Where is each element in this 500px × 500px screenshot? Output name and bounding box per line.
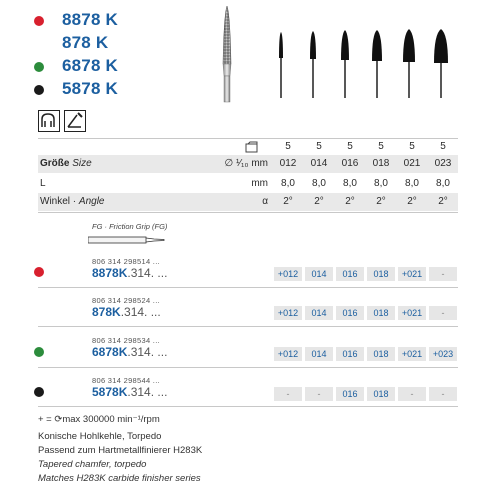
length-value: 8,0	[343, 178, 357, 189]
angle-unit: α	[262, 196, 268, 207]
size-value: 023	[434, 158, 452, 169]
size-unit: ∅ ¹⁄₁₀ mm	[224, 158, 268, 169]
color-dot-red	[34, 267, 44, 277]
divider	[38, 287, 458, 288]
angle-value: 2°	[314, 196, 324, 207]
pack-size: 5	[347, 141, 353, 152]
order-code: 806 314 298524 ...	[92, 296, 160, 305]
size-availability: 018	[367, 347, 395, 361]
angle-value: 2°	[283, 196, 293, 207]
divider	[38, 326, 458, 327]
size-value: 016	[341, 158, 359, 169]
pack-count-icon	[245, 140, 259, 152]
description-en: Matches H283K carbide finisher series	[38, 473, 201, 484]
pack-size: 5	[378, 141, 384, 152]
size-value: 014	[310, 158, 328, 169]
angle-value: 2°	[376, 196, 386, 207]
length-value: 8,0	[281, 178, 295, 189]
length-label: L	[40, 178, 46, 189]
shank-label: FG · Friction Grip (FG)	[92, 222, 168, 231]
length-unit: mm	[251, 178, 268, 189]
color-dot-green	[34, 62, 44, 72]
pack-size: 5	[316, 141, 322, 152]
size-availability: -	[429, 267, 457, 281]
description-de: Konische Hohlkehle, Torpedo	[38, 431, 162, 442]
model-name: 6878 K	[62, 56, 119, 75]
size-availability: +023	[429, 347, 457, 361]
product-ref: 8878K.314. ...	[92, 266, 168, 280]
model-name: 5878 K	[62, 79, 119, 98]
size-availability: 014	[305, 347, 333, 361]
description-de: Passend zum Hartmetallfinierer H283K	[38, 445, 203, 456]
size-availability: +021	[398, 267, 426, 281]
model-name: 8878 K	[62, 10, 119, 29]
size-value: 021	[403, 158, 421, 169]
size-availability: -	[429, 387, 457, 401]
order-code: 806 314 298534 ...	[92, 336, 160, 345]
product-ref: 5878K.314. ...	[92, 385, 168, 399]
size-availability: 016	[336, 306, 364, 320]
length-value: 8,0	[405, 178, 419, 189]
pack-size: 5	[285, 141, 291, 152]
divider	[38, 367, 458, 368]
length-value: 8,0	[374, 178, 388, 189]
order-code: 806 314 298544 ...	[92, 376, 160, 385]
size-value: 012	[279, 158, 297, 169]
pack-size: 5	[440, 141, 446, 152]
color-dot-green	[34, 347, 44, 357]
size-availability: +012	[274, 347, 302, 361]
color-dot-red	[34, 16, 44, 26]
size-availability: +021	[398, 347, 426, 361]
angle-value: 2°	[407, 196, 417, 207]
size-availability: +021	[398, 306, 426, 320]
size-availability: 018	[367, 387, 395, 401]
length-value: 8,0	[436, 178, 450, 189]
size-availability: -	[305, 387, 333, 401]
tooth-shoulder-icon	[38, 110, 60, 132]
size-availability: 018	[367, 267, 395, 281]
product-ref: 6878K.314. ...	[92, 345, 168, 359]
divider	[38, 212, 458, 213]
size-availability: +012	[274, 267, 302, 281]
length-value: 8,0	[312, 178, 326, 189]
size-availability: 016	[336, 347, 364, 361]
size-availability: 016	[336, 267, 364, 281]
size-availability: 014	[305, 306, 333, 320]
angle-value: 2°	[345, 196, 355, 207]
color-dot-black	[34, 387, 44, 397]
angle-value: 2°	[438, 196, 448, 207]
color-dot-black	[34, 85, 44, 95]
description-en: Tapered chamfer, torpedo	[38, 459, 147, 470]
bur-illustration	[212, 4, 242, 104]
product-ref: 878K.314. ...	[92, 305, 161, 319]
model-name: 878 K	[62, 33, 109, 52]
size-label: Größe Size	[40, 158, 92, 169]
angle-label: Winkel · Angle	[40, 196, 105, 207]
divider	[38, 406, 458, 407]
pack-size: 5	[409, 141, 415, 152]
size-silhouettes	[265, 28, 465, 108]
size-availability: -	[398, 387, 426, 401]
preparation-angle-icon	[64, 110, 86, 132]
shank-drawing	[88, 234, 168, 246]
speed-note: + = ⟳max 300000 min⁻¹/rpm	[38, 414, 160, 425]
order-code: 806 314 298514 ...	[92, 257, 160, 266]
size-availability: 018	[367, 306, 395, 320]
size-availability: +012	[274, 306, 302, 320]
size-availability: 014	[305, 267, 333, 281]
divider	[38, 138, 458, 139]
size-value: 018	[372, 158, 390, 169]
size-availability: -	[429, 306, 457, 320]
size-availability: 016	[336, 387, 364, 401]
size-availability: -	[274, 387, 302, 401]
